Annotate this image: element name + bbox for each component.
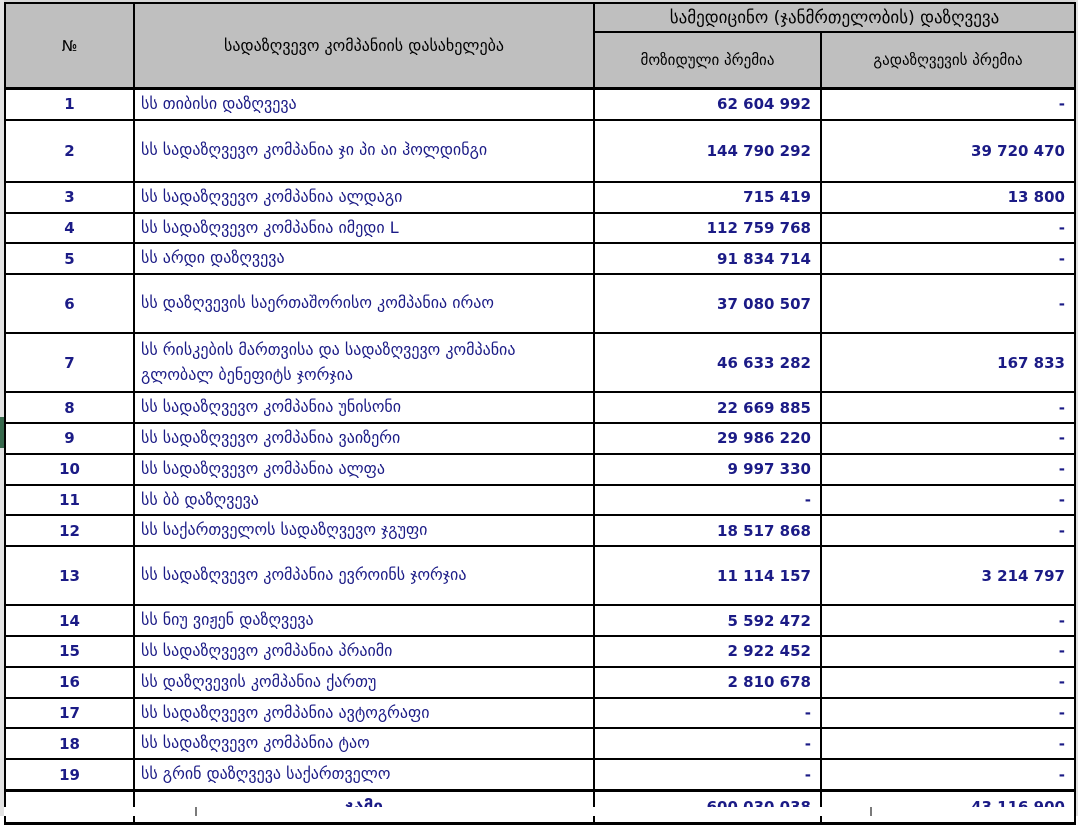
table-row [5,759,1075,790]
company-name-cell: სს რისკების მართვისა და სადაზღვევო კომპანია გლობალ ბენეფიტს ჯორჯია [134,333,594,392]
premium-cell: 46 633 282 [594,333,821,392]
row-number-cell: 11 [5,485,134,516]
premium-cell: 62 604 992 [594,89,821,120]
premium-cell: 144 790 292 [594,120,821,182]
row-number-cell: 15 [5,636,134,667]
table-row [5,728,1075,759]
table-row [5,392,1075,423]
partial-next-row [4,807,1074,816]
company-name-cell: სს არდი დაზღვევა [134,243,594,274]
row-number-cell: 16 [5,667,134,698]
premium-cell: 9 997 330 [594,454,821,485]
row-selection-marker [0,417,4,448]
premium-cell: 5 592 472 [594,605,821,636]
row-number-cell: 3 [5,182,134,213]
premium-cell: 2 922 452 [594,636,821,667]
row-number-cell: 10 [5,454,134,485]
row-number-cell: 8 [5,392,134,423]
reinsurance-cell: - [821,667,1075,698]
company-name-cell: სს სადაზღვევო კომპანია იმედი L [134,213,594,244]
row-number-cell: 13 [5,546,134,605]
row-number-cell: 4 [5,213,134,244]
row-number-cell: 6 [5,274,134,333]
reinsurance-cell: 167 833 [821,333,1075,392]
premium-cell: 18 517 868 [594,515,821,546]
reinsurance-cell: - [821,485,1075,516]
table-row [5,485,1075,516]
header-medical-insurance-group: სამედიცინო (ჯანმრთელობის) დაზღვევა [594,3,1075,32]
row-number-cell: 18 [5,728,134,759]
company-name-cell: სს სადაზღვევო კომპანია პრაიმი [134,636,594,667]
company-name-cell: სს დაზღვევის კომპანია ქართუ [134,667,594,698]
reinsurance-cell: 13 800 [821,182,1075,213]
company-name-cell: სს ნიუ ვიჟენ დაზღვევა [134,605,594,636]
table-row [5,515,1075,546]
table-row [5,636,1075,667]
row-number-cell: 14 [5,605,134,636]
company-name-cell: სს სადაზღვევო კომპანია ალფა [134,454,594,485]
row-number-cell: 9 [5,423,134,454]
table-row [5,454,1075,485]
reinsurance-cell: - [821,728,1075,759]
company-name-cell: სს სადაზღვევო კომპანია ვაიზერი [134,423,594,454]
reinsurance-cell: - [821,392,1075,423]
table-row [5,423,1075,454]
company-name-cell: სს დაზღვევის საერთაშორისო კომპანია ირაო [134,274,594,333]
table-row [5,698,1075,729]
company-name-cell: სს თიბისი დაზღვევა [134,89,594,120]
row-number-cell: 17 [5,698,134,729]
row-number-cell: 7 [5,333,134,392]
reinsurance-cell: - [821,759,1075,790]
row-number-cell: 2 [5,120,134,182]
table-body [5,89,1075,791]
gridline [195,807,197,816]
reinsurance-cell: - [821,454,1075,485]
table-row [5,213,1075,244]
premium-cell: - [594,698,821,729]
reinsurance-cell: 3 214 797 [821,546,1075,605]
premium-cell: 29 986 220 [594,423,821,454]
table-row [5,667,1075,698]
premium-cell: - [594,728,821,759]
row-number-cell: 19 [5,759,134,790]
header-reinsurance-premium: გადაზღვევის პრემია [821,32,1075,89]
reinsurance-cell: - [821,698,1075,729]
company-name-cell: სს ბბ დაზღვევა [134,485,594,516]
header-number: № [5,3,134,89]
table-row [5,182,1075,213]
table-row [5,243,1075,274]
table-row [5,274,1075,333]
reinsurance-cell: - [821,213,1075,244]
premium-cell: - [594,485,821,516]
company-name-cell: სს სადაზღვევო კომპანია ჯი პი აი ჰოლდინგი [134,120,594,182]
header-attracted-premium: მოზიდული პრემია [594,32,821,89]
premium-cell: 91 834 714 [594,243,821,274]
premium-cell: 11 114 157 [594,546,821,605]
reinsurance-cell: - [821,274,1075,333]
company-name-cell: სს სადაზღვევო კომპანია ევროინს ჯორჯია [134,546,594,605]
insurance-premium-table [4,2,1076,825]
premium-cell: 2 810 678 [594,667,821,698]
reinsurance-cell: - [821,605,1075,636]
company-name-cell: სს სადაზღვევო კომპანია ალდაგი [134,182,594,213]
company-name-cell: სს გრინ დაზღვევა საქართველო [134,759,594,790]
company-name-cell: სს სადაზღვევო კომპანია ტაო [134,728,594,759]
reinsurance-cell: - [821,89,1075,120]
reinsurance-cell: - [821,243,1075,274]
company-name-cell: სს სადაზღვევო კომპანია უნისონი [134,392,594,423]
premium-cell: 715 419 [594,182,821,213]
row-number-cell: 5 [5,243,134,274]
table-row [5,120,1075,182]
premium-cell: - [594,759,821,790]
table-row [5,333,1075,392]
header-company-name: სადაზღვევო კომპანიის დასახელება [134,3,594,89]
row-number-cell: 12 [5,515,134,546]
premium-cell: 112 759 768 [594,213,821,244]
table-row [5,546,1075,605]
premium-cell: 37 080 507 [594,274,821,333]
reinsurance-cell: - [821,515,1075,546]
company-name-cell: სს სადაზღვევო კომპანია ავტოგრაფი [134,698,594,729]
table-header [5,3,1075,89]
company-name-cell: სს საქართველოს სადაზღვევო ჯგუფი [134,515,594,546]
reinsurance-cell: - [821,636,1075,667]
table-row [5,89,1075,120]
gridline [870,807,872,816]
row-number-cell: 1 [5,89,134,120]
premium-cell: 22 669 885 [594,392,821,423]
reinsurance-cell: 39 720 470 [821,120,1075,182]
table-row [5,605,1075,636]
reinsurance-cell: - [821,423,1075,454]
